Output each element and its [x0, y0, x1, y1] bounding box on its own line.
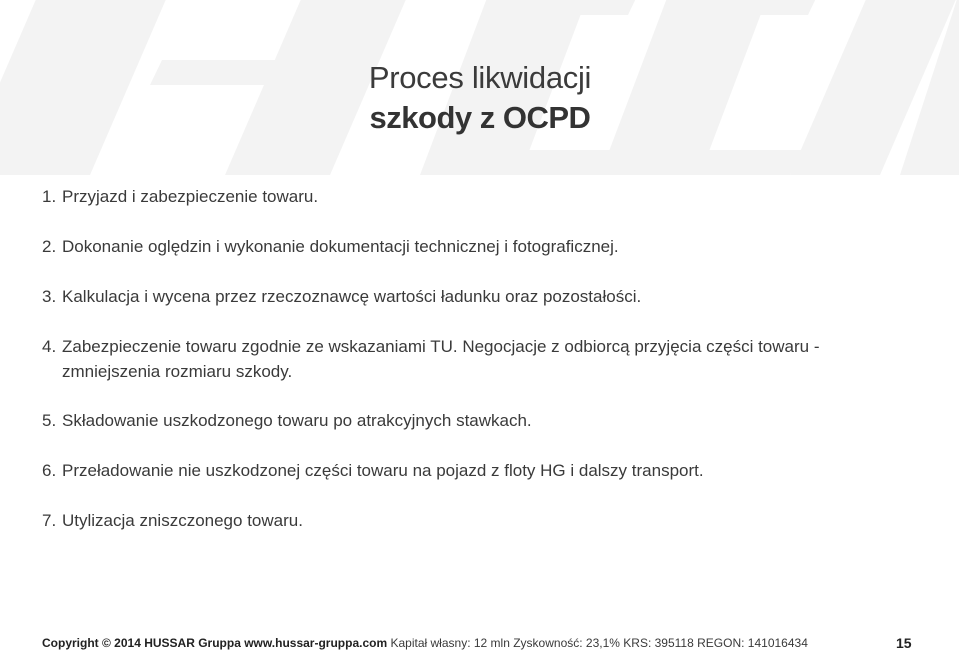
step-number: 1. — [42, 187, 57, 206]
title-line-process: Proces likwidacji — [368, 60, 592, 95]
footer — [42, 634, 822, 652]
step-number: 6. — [42, 461, 57, 480]
claim-process-steps — [42, 184, 902, 533]
step-text: Kalkulacja i wycena przez rzeczoznawcę wartości ładunku oraz pozostałości. — [62, 287, 642, 306]
step-number: 4. — [42, 337, 57, 356]
step-item — [42, 234, 902, 259]
step-text: Zabezpieczenie towaru zgodnie ze wskazaniami TU. Negocjacje z odbiorcą przyjęcia części towaru - zmniejszenia rozmiaru szkody. — [62, 337, 820, 381]
footer-regon: REGON: 141016434 — [697, 636, 808, 650]
step-item — [42, 508, 902, 533]
step-number: 3. — [42, 287, 57, 306]
step-item — [42, 334, 902, 384]
step-text: Dokonanie oględzin i wykonanie dokumentacji technicznej i fotograficznej. — [62, 237, 619, 256]
step-item — [42, 284, 902, 309]
step-item — [42, 458, 902, 483]
step-number: 5. — [42, 411, 57, 430]
slide-title — [300, 58, 660, 138]
step-text: Składowanie uszkodzonego towaru po atrakcyjnych stawkach. — [62, 411, 532, 430]
footer-website-link[interactable]: www.hussar-gruppa.com — [244, 636, 388, 650]
step-text: Przeładowanie nie uszkodzonej części towaru na pojazd z floty HG i dalszy transport. — [62, 461, 704, 480]
step-number: 2. — [42, 237, 57, 256]
step-text: Utylizacja zniszczonego towaru. — [62, 511, 303, 530]
footer-profitability: Zyskowność: 23,1% — [513, 636, 620, 650]
step-number: 7. — [42, 511, 57, 530]
step-item — [42, 408, 902, 433]
page-number: 15 — [896, 635, 912, 651]
footer-capital: Kapitał własny: 12 mln — [390, 636, 510, 650]
title-line-ocpd: szkody z OCPD — [369, 100, 591, 135]
step-text: Przyjazd i zabezpieczenie towaru. — [62, 187, 319, 206]
footer-krs: KRS: 395118 — [623, 636, 694, 650]
footer-copyright: Copyright © 2014 HUSSAR Gruppa — [42, 636, 241, 650]
step-item — [42, 184, 902, 209]
